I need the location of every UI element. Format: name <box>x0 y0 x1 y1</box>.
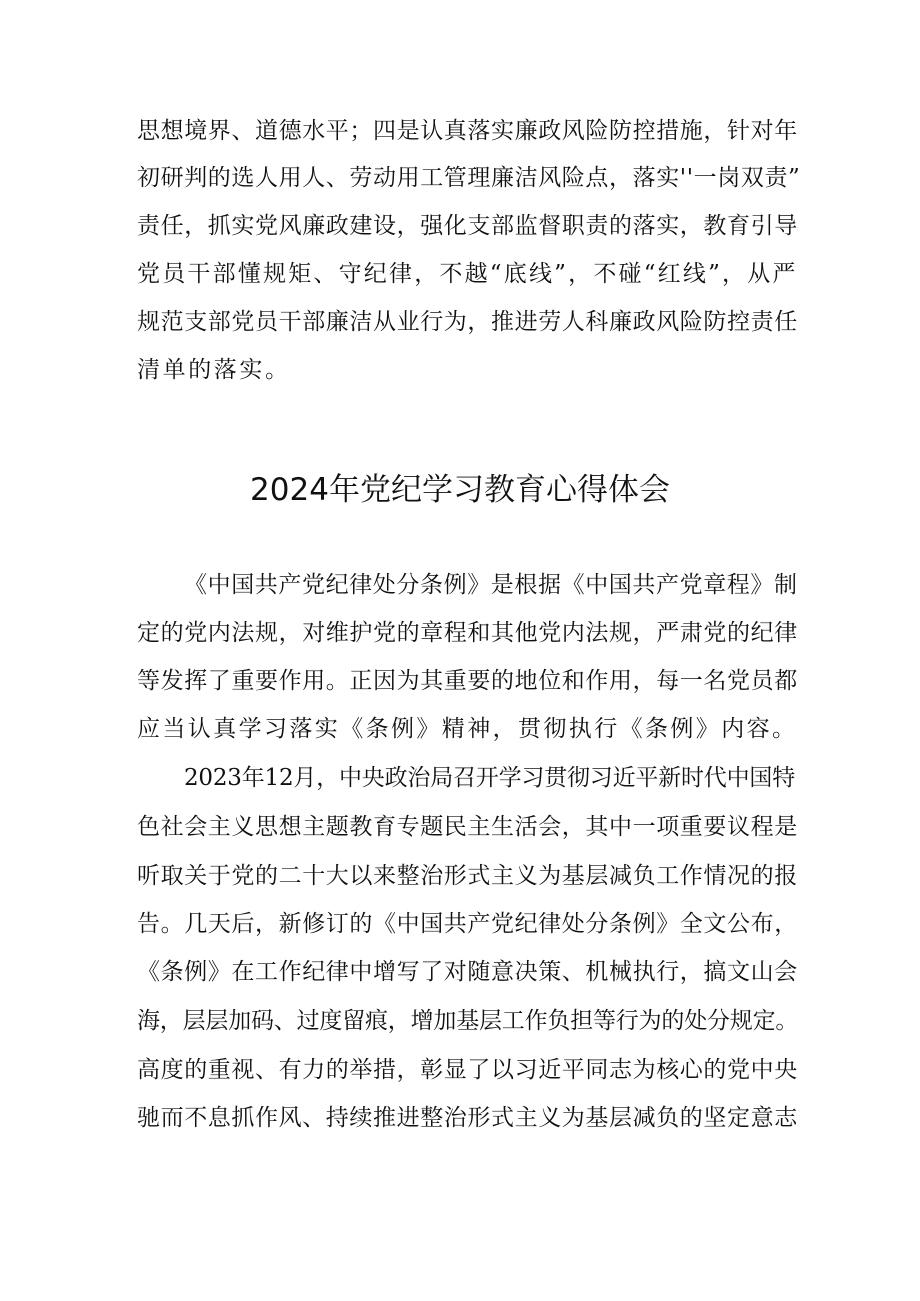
paragraph-line: 党员干部懂规矩、守纪律，不越“底线”，不碰“红线”，从严 <box>137 261 798 287</box>
paragraph-line: 清单的落实。 <box>137 357 291 383</box>
paragraph-line: 规范支部党员干部廉洁从业行为，推进劳人科廉政风险防控责任 <box>137 309 798 335</box>
paragraph-line: 定的党内法规，对维护党的章程和其他党内法规，严肃党的纪律 <box>137 620 798 646</box>
paragraph-line: 应当认真学习落实《条例》精神，贯彻执行《条例》内容。 <box>137 716 798 742</box>
paragraph-line: 色社会主义思想主题教育专题民主生活会，其中一项重要议程是 <box>137 814 798 840</box>
paragraph-line: 责任，抓实党风廉政建设，强化支部监督职责的落实，教育引导 <box>137 213 798 239</box>
paragraph-line: 海，层层加码、过度留痕，增加基层工作负担等行为的处分规定。 <box>137 1008 799 1034</box>
paragraph-line: 驰而不息抓作风、持续推进整治形式主义为基层减负的坚定意志 <box>137 1105 798 1131</box>
paragraph-line: 《中国共产党纪律处分条例》是根据《中国共产党章程》制 <box>184 572 798 598</box>
paragraph-line: 告。几天后，新修订的《中国共产党纪律处分条例》全文公布， <box>137 911 798 937</box>
paragraph-line: 思想境界、道德水平；四是认真落实廉政风险防控措施，针对年 <box>137 118 798 144</box>
paragraph-line: 2023年12月，中央政治局召开学习贯彻习近平新时代中国特 <box>184 765 795 791</box>
paragraph-line: 听取关于党的二十大以来整治形式主义为基层减负工作情况的报 <box>137 863 798 889</box>
paragraph-line: 初研判的选人用人、劳动用工管理廉洁风险点，落实''一岗双责” <box>137 165 801 191</box>
document-title: 2024年党纪学习教育心得体会 <box>250 472 670 508</box>
paragraph-line: 等发挥了重要作用。正因为其重要的地位和作用，每一名党员都 <box>137 668 798 694</box>
paragraph-line: 《条例》在工作纪律中增写了对随意决策、机械执行，搞文山会 <box>137 959 798 985</box>
paragraph-line: 高度的重视、有力的举措，彰显了以习近平同志为核心的党中央 <box>137 1057 798 1083</box>
